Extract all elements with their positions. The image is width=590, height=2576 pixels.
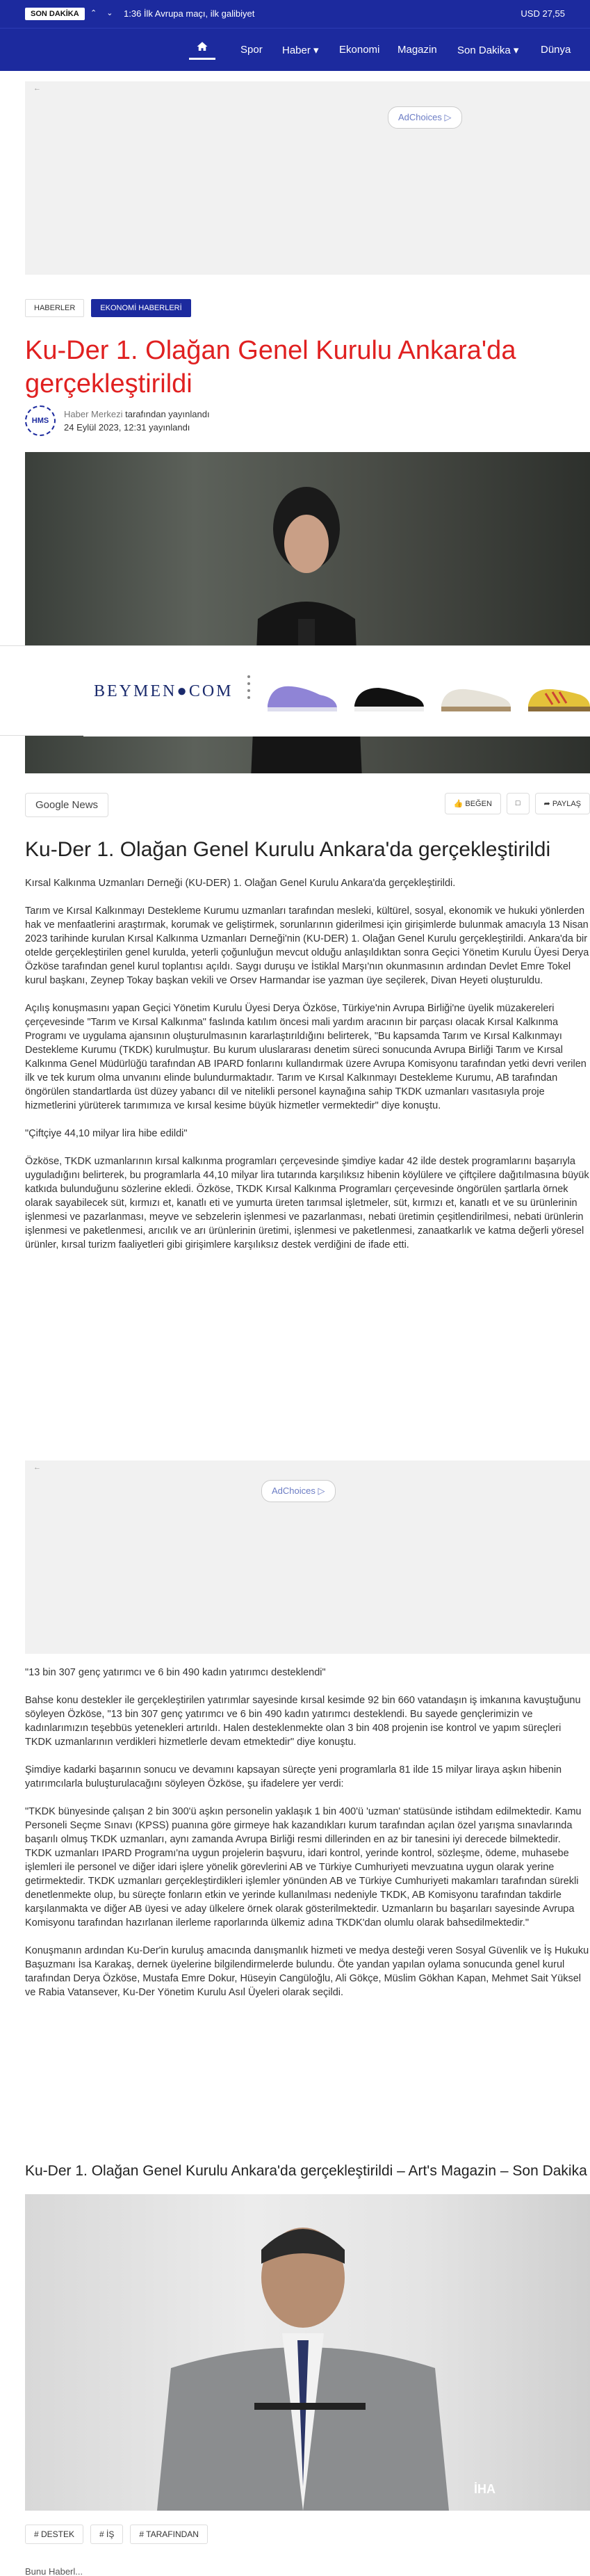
tag-destek[interactable]: # DESTEK — [25, 2525, 83, 2544]
article-body-1 — [25, 876, 590, 1252]
gallery-heading: Ku-Der 1. Olağan Genel Kurulu Ankara'da gerçekleştirildi – Art's Magazin – Son Dakika — [25, 2163, 587, 2179]
adchoices-icon: ▷ — [444, 112, 452, 122]
bookmark-icon: □ — [515, 799, 521, 807]
nav-item-dunya[interactable]: Dünya — [541, 44, 571, 56]
author-line — [64, 409, 210, 419]
section-quote: "Çiftçiye 44,10 milyar lira hibe edildi" — [25, 1128, 188, 1139]
chevron-down-icon[interactable]: ⌄ — [106, 9, 113, 17]
paragraph: Özköse, TKDK uzmanlarının kırsal kalkınma programları çerçevesinde şimdiye kadar 42 ilde destek programlarını başarıyla uyguladığını belirterek, bu programlarla 44,10 milyar lira tutarında karşılıksız hibenin köylülere ve çiftçilere dağıtılmasına büyük katkıda bulunduğunu sözlerine ekledi. Özköse, TKDK Kırsal Kalkınma Programları çerçevesinde öngörülen şartlarla örnek olarak sayabilecek süt, kırmızı et, kanatlı eti ve yumurta üreten tarımsal işletmeler, süt, kırmızı et, kanatlı et ve su ürünlerinin işlenmesi ve pazarlanması, meyve ve sebzelerin işlenmesi ve pazarlanması, nebati üretimin çeşitlendirilmesi, nebati ürünlerin işlenmesi ve paketlenmesi, arıcılık ve arı ürünlerinin üretimi, işlenmesi ve paketlenmesi, zanaatkarlık ve katma değerli yöresel ürünler, kırsal turizm faaliyetleri gibi girişimlere karşılıksız destek verdiğini de ifade etti. — [25, 1156, 589, 1250]
nav-item-spor[interactable]: Spor — [240, 44, 263, 56]
page-title: Ku-Der 1. Olağan Genel Kurulu Ankara'da gerçekleştirildi — [25, 336, 516, 399]
like-button[interactable]: 👍 BEĞEN — [445, 793, 501, 814]
paragraph: Konuşmanın ardından Ku-Der'in kuruluş amacında danışmanlık hizmeti ve medya desteği veren Sosyal Güvenlik ve İş Hukuku Başuzmanı İsa Karakaş, dernek üyelerine bilgilendirmelerde bulundu. Öte yandan yapılan oylama sonucunda genel kurul tarafından Derya Özköse, Mustafa Emre Dokur, Hüseyin Cangüloğlu, Ali Gökçe, Müslim Gökhan Kapan, Mehmet Sait Yüksel ve Rabia Vatansever, Ku-Der Yönetim Kurulu Asıl Üyeleri olarak seçildi. — [25, 1945, 589, 1998]
ticker-headline[interactable]: 1:36 İlk Avrupa maçı, ilk galibiyet — [124, 8, 255, 19]
article-tags — [25, 2525, 208, 2544]
top-bar — [0, 0, 590, 28]
paragraph: Kırsal Kalkınma Uzmanları Derneği (KU-DER) 1. Olağan Genel Kurulu Ankara'da gerçekleştirildi. — [25, 878, 456, 889]
product-shoe-4[interactable] — [525, 674, 590, 716]
tag-ekonomi-haberleri[interactable]: EKONOMİ HABERLERİ — [91, 299, 190, 317]
ad-banner-top[interactable] — [25, 81, 590, 275]
tag-is[interactable]: # İŞ — [90, 2525, 123, 2544]
nav-item-magazin[interactable]: Magazin — [398, 44, 437, 56]
chevron-up-icon[interactable]: ⌃ — [90, 9, 97, 17]
main-nav — [0, 28, 590, 71]
author-name[interactable]: Haber Merkezi — [64, 409, 123, 419]
adchoices-button[interactable]: AdChoices ▷ — [388, 106, 462, 129]
author-avatar[interactable]: HMS — [25, 405, 56, 436]
home-icon — [196, 40, 208, 53]
nav-item-haber[interactable]: Haber ▾ — [282, 45, 319, 56]
ad-banner-mid[interactable] — [25, 1460, 590, 1654]
paragraph: Tarım ve Kırsal Kalkınmayı Destekleme Kurumu uzmanları tarafından mesleki, kültürel, sosyal, ekonomik ve hukuki yönlerden hak ve menfaatlerini araştırmak, korumak ve geliştirmek, sorunlarının giderilmesi için girişimlerde bulunmak amacıyla 13 Nisan 2023 tarihinde kurulan Kırsal Kalkınma Uzmanları Derneği'nin (KU-DER) 1. Olağan Genel Kurulu gerçekleştirildi. Ankara'da bir otelde gerçekleştirilen genel kurulda, yeterli çoğunluğun mevcut olduğu anlaşıldıktan sonra Geçici Yönetim Kurulu Üyesi Derya Özköse tarafından genel kurul toplantısı açıldı. Saygı duruşu ve İstiklal Marşı'nın okunmasının ardından Devlet Emre Tokel kurul başkanı, Zeynep Tokay başkan vekili ve Orsev Harmandar ise yazman üye seçilerek, Divan Heyeti oluşturuldu. — [25, 905, 589, 986]
nav-item-son-dakika[interactable]: Son Dakika ▾ — [457, 45, 519, 56]
paragraph: Bahse konu destekler ile gerçekleştirilen yatırımlar sayesinde kırsal kesimde 92 bin 660 vatandaşın iş imkanına kavuştuğunu söyleyen Özköse, "13 bin 307 genç yatırımcı ve 6 bin 490 kadın yatırımcı desteklendi. Bu sayede gençlerimizin ve kadınlarımızın teşebbüs yetenekleri artırıldı. Halen desteklenmekte olan 3 bin 408 projenin ise kontrol ve yapım süreçleri TKDK uzmanlarının verdikleri hizmetlerle devam etmektedir" diye konuştu. — [25, 1695, 581, 1748]
tag-haberler[interactable]: HABERLER — [25, 299, 84, 317]
breaking-news-badge: SON DAKİKA — [25, 8, 85, 20]
publish-date: 24 Eylül 2023, 12:31 yayınlandı — [64, 422, 190, 433]
bookmark-button[interactable] — [507, 793, 530, 814]
product-shoe-2[interactable] — [351, 674, 427, 716]
ad-back-icon[interactable]: ← — [33, 84, 41, 92]
ad-back-icon[interactable]: ← — [33, 1463, 41, 1472]
paragraph: Açılış konuşmasını yapan Geçici Yönetim Kurulu Üyesi Derya Özköse, Türkiye'nin Avrupa Birliği'ne üyelik müzakereleri çerçevesinde "Tarım ve Kırsal Kalkınma" faslında katılım öncesi mali yardım aracının bir parçası olacak Kırsal Kalkınma Programı ve uygulama ajansının oluşturulmasının kararlaştırıldığını belirterek, "Bu kapsamda Tarım ve Kırsal Kalkınmayı Destekleme Kurumu (TKDK) kurulmuştur. Bu kurum uluslararası denetim süreci sonucunda Avrupa Birliği Tarım ve Kırsal Kalkınma Genel Müdürlüğü tarafından AB IPARD fonlarını kullandırmak üzere Avrupa Komisyonu tarafından yetki devri verilen ilk ve tek kurum olma unvanını elinde bulundurmaktadır. Tarım ve Kırsal Kalkınmayı Destekleme Kurumu, AB tarafından öngörülen standartlarda üst düzey yabancı dil ve nitelikli personel kaynağına sahip TKDK uzmanları vasıtasıyla proje hizmetlerini yürüterek tarımımıza ve kırsal kesime büyük hizmetler vermektedir" diye konuştu. — [25, 1003, 587, 1111]
article-body-2 — [25, 1666, 590, 1999]
trailing-text: Bunu Haberl... — [25, 2566, 83, 2576]
home-button[interactable] — [189, 40, 215, 60]
nav-item-ekonomi[interactable]: Ekonomi — [339, 44, 380, 56]
carousel-dots — [247, 675, 252, 709]
article-actions — [445, 793, 590, 814]
beymen-logo[interactable]: BEYMEN●COM — [94, 682, 233, 700]
google-news-button[interactable] — [25, 793, 108, 817]
article-subtitle: Ku-Der 1. Olağan Genel Kurulu Ankara'da gerçekleştirildi — [25, 838, 551, 861]
usd-rate: USD 27,55 — [521, 8, 565, 19]
share-button[interactable]: ➦ PAYLAŞ — [535, 793, 590, 814]
paragraph: Şimdiye kadarki başarının sonucu ve devamını kapsayan süreçte yeni programlarla 81 ilde 15 milyar liraya aşkın hibenin yatırımcılarla buluşturulacağını söyleyen Özköse, şu ifadelere yer verdi: — [25, 1764, 562, 1789]
share-icon: ➦ — [543, 800, 550, 808]
product-shoe-3[interactable] — [438, 674, 514, 716]
product-shoe-1[interactable] — [264, 674, 341, 716]
breadcrumb — [25, 299, 191, 317]
paragraph: "TKDK bünyesinde çalışan 2 bin 300'ü aşkın personelin yaklaşık 1 bin 400'ü 'uzman' statüsünde istihdam edilmektedir. Kamu Personeli Seçme Sınavı (KPSS) puanına göre girmeye hak kazandıkları kurum tarafından açılan özel yarışma sınavlarında başarılı olmuş TKDK uzmanları, aynı zamanda Avrupa Birliği resmi dillerinden en az bir tanesini iyi derecede bilmektedir. TKDK uzmanları IPARD Programı'na uygun projelerin başvuru, idari kontrol, yerinde kontrol, sözleşme, ödeme, muhasebe işlemleri ile personel ve diğer idari işlere yönelik görevlerini AB ve Türkiye Cumhuriyeti mevzuatına uygun olarak yerine getirmektedir. TKDK uzmanları gerçekleştirdikleri işlemler yönünden AB ve Türkiye Cumhuriyeti makamları tarafından sürekli denetlenmekte olup, bu süreçte fonların etkin ve yerinde kullanılması nedeniyle TKDK, AB Komisyonu tarafından takdirle karşılanmakta ve diğer AB üyesi ve aday ülkelere örnek olarak gösterilmektedir. Uzmanların bu başarıları sayesinde Avrupa Komisyonu tarafından hazırlanan ilerleme raporlarında ülkemiz adına TKDK'dan olumlu olarak bahsedilmektedir." — [25, 1806, 582, 1929]
adchoices-button[interactable]: AdChoices ▷ — [261, 1480, 336, 1502]
ticker-arrows — [90, 8, 113, 17]
photo-credit: İHA — [474, 2482, 495, 2496]
thumbs-up-icon: 👍 — [453, 800, 464, 808]
section-quote: "13 bin 307 genç yatırımcı ve 6 bin 490 kadın yatırımcı desteklendi" — [25, 1667, 326, 1678]
ad-banner-beymen[interactable] — [0, 645, 590, 736]
tag-tarafindan[interactable]: # TARAFINDAN — [130, 2525, 208, 2544]
author-suffix: tarafından yayınlandı — [122, 409, 210, 419]
google-news-label: Google News — [35, 799, 99, 811]
adchoices-icon: ▷ — [318, 1486, 325, 1496]
article-photo — [25, 2194, 590, 2511]
speaker-figure-2 — [25, 2194, 590, 2511]
